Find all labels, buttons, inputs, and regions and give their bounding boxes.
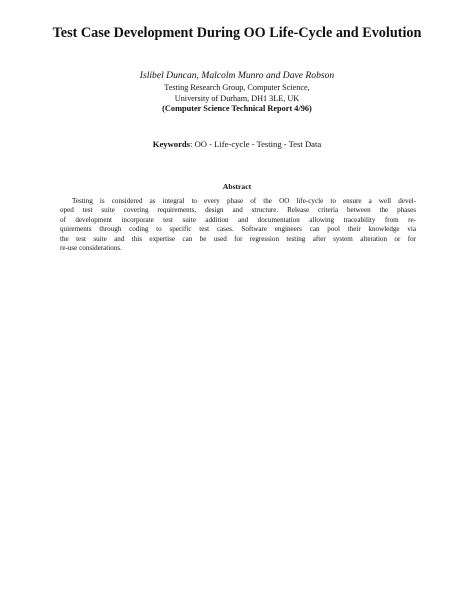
paper-authors: Islibel Duncan, Malcolm Munro and Dave Robson — [139, 70, 335, 81]
abstract-line: the test suite and this expertise can be used for regression testing after system alteration or for — [60, 234, 416, 243]
abstract-line: Testing is considered as integral to every phase of the OO life-cycle to ensure a well devel- — [72, 197, 416, 205]
abstract-line: oped test suite covering requirements, design and structure. Release criteria between the phases — [60, 206, 416, 215]
abstract-heading: Abstract — [222, 182, 252, 191]
abstract-line: re-use considerations. — [60, 244, 122, 253]
affiliation-line-2: University of Durham, DH1 3LE, UK — [174, 94, 300, 103]
affiliation-line-1: Testing Research Group, Computer Science, — [164, 83, 310, 92]
report-number: (Computer Science Technical Report 4/96) — [162, 104, 312, 113]
keywords-line — [0, 139, 474, 150]
abstract-body — [60, 197, 416, 253]
keywords-label: Keywords — [152, 139, 191, 149]
abstract-line: of development incorporate test suite addition and documentation allowing traceability from re- — [60, 215, 416, 224]
abstract-line: quirements through coding to specific test cases. Software engineers can pool their knowledge via — [60, 225, 416, 234]
keywords-text: : OO - Life-cycle - Testing - Test Data — [190, 139, 322, 149]
paper-title: Test Case Development During OO Life-Cycle and Evolution — [52, 25, 422, 41]
